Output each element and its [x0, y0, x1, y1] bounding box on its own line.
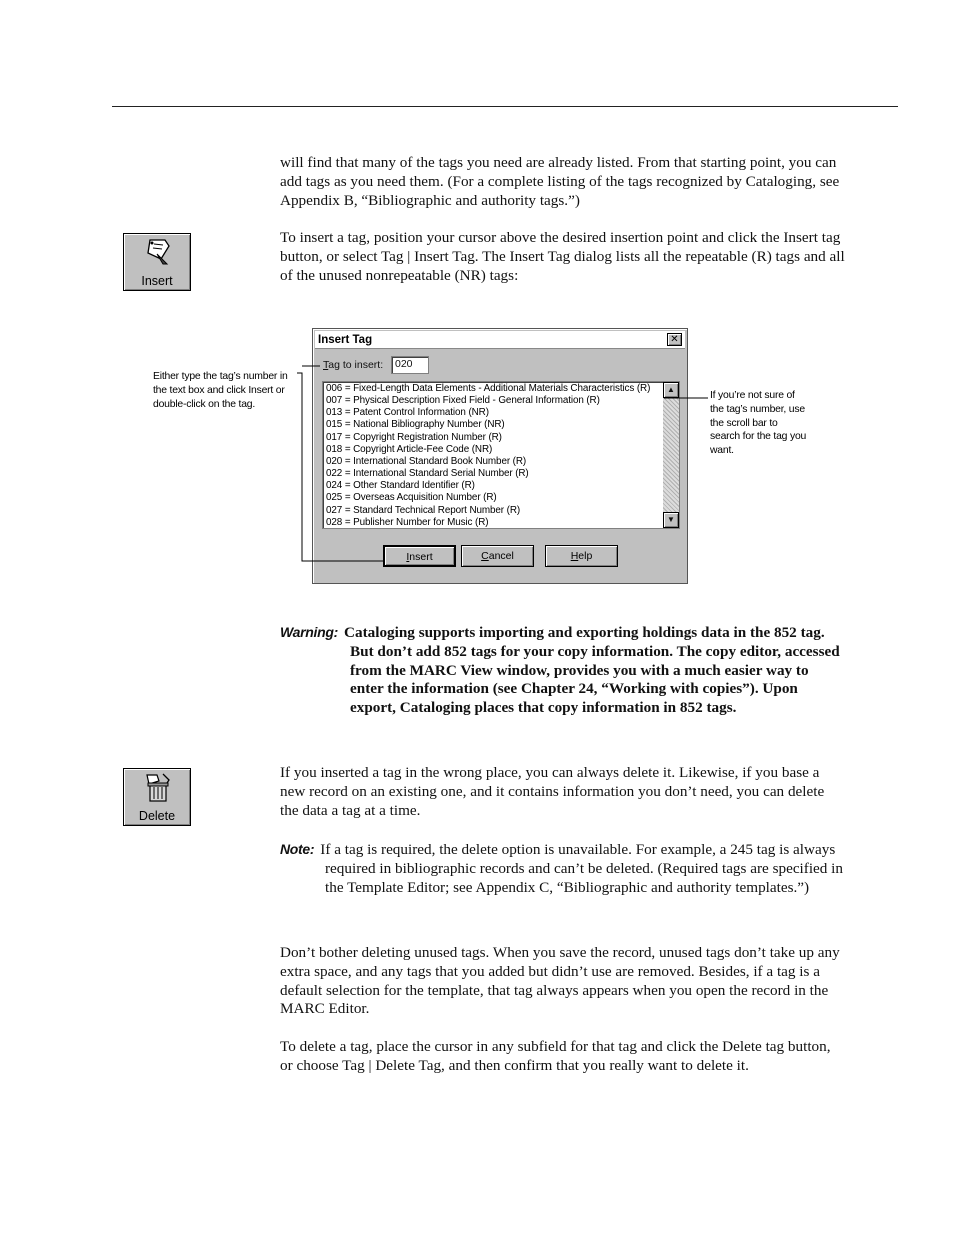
tag-list-item[interactable]: 013 = Patent Control Information (NR)	[326, 407, 489, 419]
insert-hotkey: I	[406, 551, 410, 563]
warning-heading: Warning:	[280, 624, 339, 640]
unused-tags-paragraph: Don’t bother deleting unused tags. When you save the record, unused tags don’t take up any extra space, and any tags that you added but didn’t use are removed. Besides, if a tag is a default selection for the template, that tag always appears when you open the record in the MARC Editor.	[280, 944, 840, 1018]
cancel-rest: ancel	[488, 550, 514, 562]
dialog-insert-button[interactable]	[383, 545, 456, 567]
tag-list-item[interactable]: 015 = National Bibliography Number (NR)	[326, 419, 505, 431]
tag-list-item[interactable]: 025 = Overseas Acquisition Number (R)	[326, 492, 497, 504]
insert-paragraph: To insert a tag, position your cursor above the desired insertion point and click the Insert tag button, or select Tag | Insert Tag. The Insert Tag dialog lists all the repeatable (R) tags and all of the unused nonrepeatable (NR) tags:	[280, 229, 845, 284]
tag-label-hotkey: T	[323, 359, 329, 371]
dialog-cancel-button[interactable]	[461, 545, 534, 567]
help-hotkey: H	[570, 550, 579, 562]
note-heading: Note:	[280, 841, 315, 857]
tag-list-item[interactable]: 017 = Copyright Registration Number (R)	[326, 431, 502, 443]
close-icon[interactable]: ✕	[667, 333, 682, 346]
tag-list-item[interactable]: 024 = Other Standard Identifier (R)	[326, 480, 475, 492]
left-callout: Either type the tag’s number in the text box and click Insert or double-click on the tag.	[153, 371, 288, 410]
insert-tag-dialog	[312, 328, 688, 584]
cancel-hotkey: C	[481, 550, 489, 562]
tag-list-items	[326, 383, 662, 529]
help-rest: elp	[578, 550, 593, 562]
delete-button-label: Delete	[138, 809, 176, 823]
intro-paragraph: will find that many of the tags you need are already listed. From that starting point, you can add tags as you need them. (For a complete listing of the tags recognized by Cataloging, see Appendix B, “Bibliographic and authority tags.”)	[280, 154, 840, 209]
tag-to-insert-label	[323, 359, 383, 371]
insert-rest: nsert	[409, 551, 433, 563]
tag-list-item[interactable]: 027 = Standard Technical Report Number (R)	[326, 504, 521, 516]
tag-pencil-icon	[141, 237, 175, 267]
delete-tag-button[interactable]	[123, 768, 191, 826]
right-callout: If you’re not sure of the tag’s number, use the scroll bar to search for the tag you want.	[710, 390, 807, 457]
tag-list-item[interactable]: 028 = Publisher Number for Music (R)	[326, 516, 489, 528]
note-text: If a tag is required, the delete option is unavailable. For example, a 245 tag is always required in bibliographic records and can’t be deleted. (Required tags are specified in the Template Editor; see Appendix C, “Bibliographic and authority templates.”)	[320, 841, 843, 896]
scroll-up-arrow-icon[interactable]: ▲	[663, 382, 679, 398]
dialog-title: Insert Tag	[318, 334, 373, 346]
list-scrollbar[interactable]	[663, 382, 679, 528]
header-rule	[112, 106, 898, 107]
insert-button-label: Insert	[141, 274, 173, 288]
tag-list-item[interactable]: 007 = Physical Description Fixed Field - General Information (R)	[326, 395, 600, 407]
tag-list-item[interactable]: 020 = International Standard Book Number (R)	[326, 455, 527, 467]
tag-list-item[interactable]: 022 = International Standard Serial Number (R)	[326, 468, 529, 480]
tag-listbox[interactable]	[322, 381, 680, 529]
tag-list-item[interactable]: 018 = Copyright Article-Fee Code (NR)	[326, 443, 493, 455]
note-block	[280, 840, 845, 897]
delete-paragraph: If you inserted a tag in the wrong place, you can always delete it. Likewise, if you base a new record on an existing one, and it contains information you don’t need, you can delete the data a tag at a time.	[280, 764, 825, 819]
delete-howto-paragraph: To delete a tag, place the cursor in any subfield for that tag and click the Delete tag button, or choose Tag | Delete Tag, and then confirm that you really want to delete it.	[280, 1038, 831, 1074]
insert-tag-button[interactable]	[123, 233, 191, 291]
warning-block	[280, 623, 845, 718]
tag-label-rest: ag to insert:	[328, 359, 384, 371]
dialog-help-button[interactable]	[545, 545, 618, 567]
dialog-titlebar	[315, 331, 685, 349]
trash-can-icon	[141, 772, 175, 802]
tag-number-input[interactable]: 020	[391, 356, 429, 374]
tag-list-item[interactable]: 006 = Fixed-Length Data Elements - Additional Materials Characteristics (R)	[326, 383, 651, 394]
warning-text: Cataloging supports importing and exporting holdings data in the 852 tag. But don’t add 852 tags for your copy information. The copy editor, accessed from the MARC View window, provides you with a much easier way to enter the information (see Chapter 24, “Working with copies”). Upon export, Cataloging places that copy information in 852 tags.	[344, 624, 840, 717]
scroll-down-arrow-icon[interactable]: ▼	[663, 512, 679, 528]
